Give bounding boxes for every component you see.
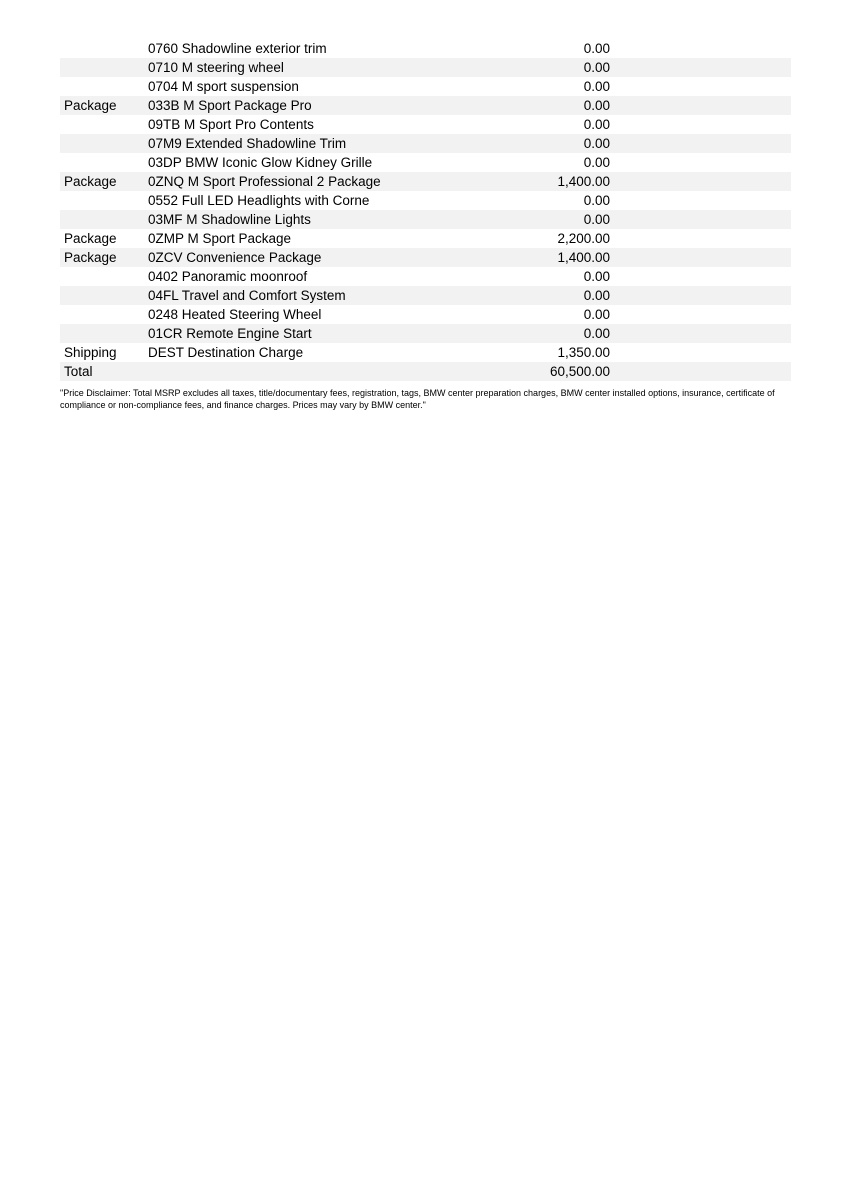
table-row (60, 343, 791, 362)
cell-price: 0.00 (583, 98, 610, 113)
table-row (60, 172, 791, 191)
table-row (60, 324, 791, 343)
cell-item: 0ZMP M Sport Package (148, 231, 292, 246)
cell-price: 2,200.00 (557, 231, 610, 246)
table-row (60, 134, 791, 153)
table-row (60, 191, 791, 210)
cell-price: 0.00 (583, 212, 610, 227)
cell-price: 0.00 (583, 117, 610, 132)
cell-item: 0ZCV Convenience Package (148, 250, 322, 265)
table-row (60, 153, 791, 172)
cell-price: 0.00 (583, 326, 610, 341)
cell-item: 0ZNQ M Sport Professional 2 Package (148, 174, 381, 189)
table-row (60, 248, 791, 267)
cell-price: 0.00 (583, 193, 610, 208)
cell-price: 0.00 (583, 288, 610, 303)
cell-item: 03DP BMW Iconic Glow Kidney Grille (148, 155, 373, 170)
cell-item: 0710 M steering wheel (148, 60, 284, 75)
price-disclaimer: "Price Disclaimer: Total MSRP excludes all taxes, title/documentary fees, registration, tags, BMW center preparation charges, BMW center installed options, insurance, certificate of compliance or non-compliance fees, and finance charges. Prices may vary by BMW center." (60, 388, 775, 410)
cell-price: 1,400.00 (557, 174, 610, 189)
cell-item: 0704 M sport suspension (148, 79, 299, 94)
cell-price: 0.00 (583, 41, 610, 56)
table-row (60, 77, 791, 96)
cell-price: 0.00 (583, 155, 610, 170)
table-row (60, 115, 791, 134)
cell-item: 0402 Panoramic moonroof (148, 269, 308, 284)
table-row (60, 305, 791, 324)
cell-category: Total (64, 364, 93, 379)
table-row (60, 58, 791, 77)
cell-item: 0248 Heated Steering Wheel (148, 307, 322, 322)
cell-item: 0760 Shadowline exterior trim (148, 41, 327, 56)
cell-item: 04FL Travel and Comfort System (148, 288, 346, 303)
cell-price: 1,350.00 (557, 345, 610, 360)
cell-price: 60,500.00 (549, 364, 610, 379)
cell-item: 07M9 Extended Shadowline Trim (148, 136, 347, 151)
cell-item: 01CR Remote Engine Start (148, 326, 312, 341)
cell-item: 09TB M Sport Pro Contents (148, 117, 314, 132)
cell-price: 0.00 (583, 60, 610, 75)
cell-item: DEST Destination Charge (148, 345, 304, 360)
table-row (60, 210, 791, 229)
table-row (60, 39, 791, 58)
cell-category: Package (64, 174, 117, 189)
cell-item: 0552 Full LED Headlights with Corne (148, 193, 370, 208)
cell-price: 0.00 (583, 269, 610, 284)
table-row (60, 229, 791, 248)
cell-category: Package (64, 231, 117, 246)
cell-category: Shipping (64, 345, 117, 360)
table-row (60, 96, 791, 115)
pricing-table (60, 39, 791, 381)
cell-item: 03MF M Shadowline Lights (148, 212, 311, 227)
table-row (60, 286, 791, 305)
cell-price: 0.00 (583, 307, 610, 322)
cell-category: Package (64, 98, 117, 113)
table-row (60, 267, 791, 286)
cell-price: 1,400.00 (557, 250, 610, 265)
cell-category: Package (64, 250, 117, 265)
cell-price: 0.00 (583, 79, 610, 94)
cell-price: 0.00 (583, 136, 610, 151)
table-row (60, 362, 791, 381)
cell-item: 033B M Sport Package Pro (148, 98, 312, 113)
